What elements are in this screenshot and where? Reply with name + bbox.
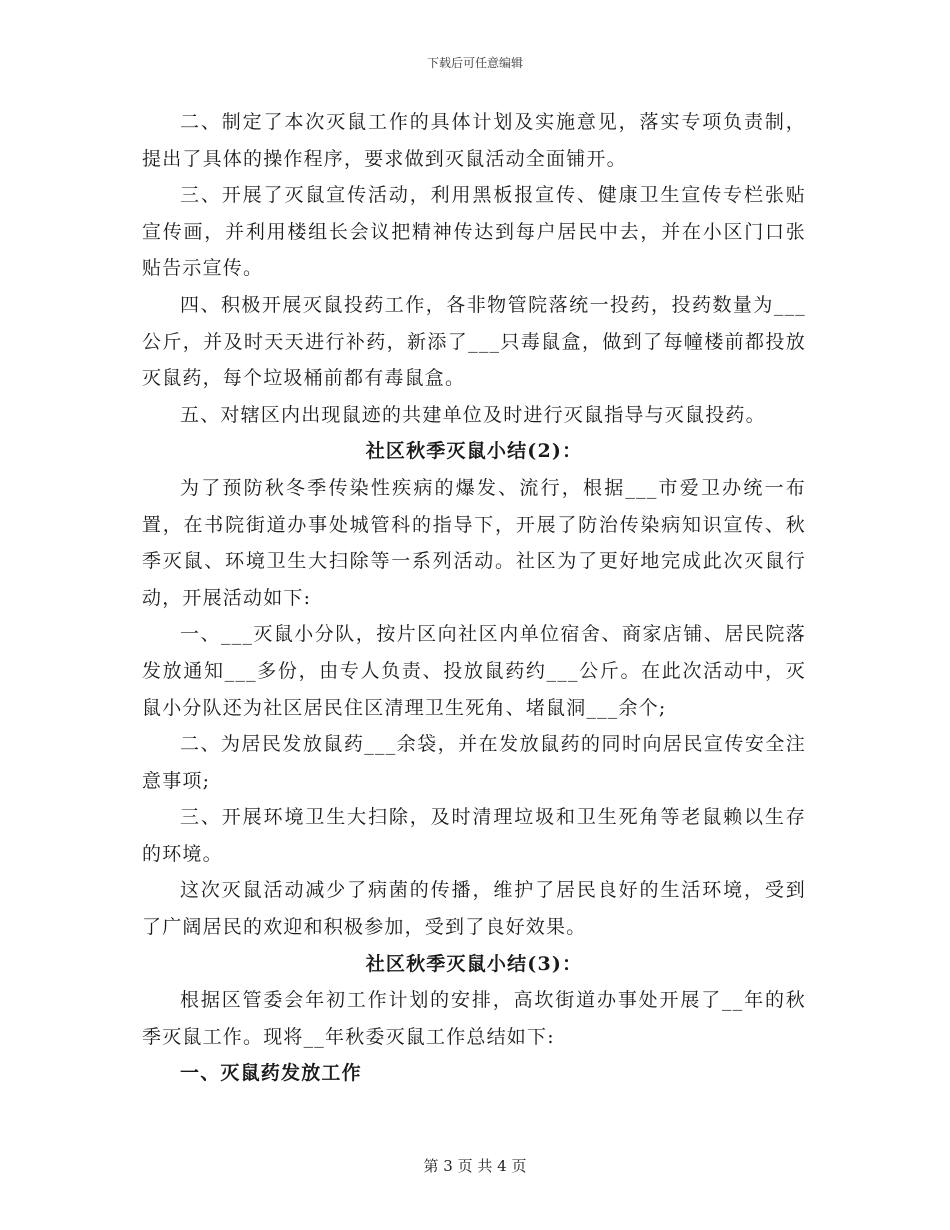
paragraph: 二、制定了本次灭鼠工作的具体计划及实施意见，落实专项负责制，提出了具体的操作程序，要求做到灭鼠活动全面铺开。 [142,111,806,170]
paragraph: 根据区管委会年初工作计划的安排，高坎街道办事处开展了__年的秋季灭鼠工作。现将__年秋委灭鼠工作总结如下: [142,989,806,1048]
paragraph: 一、___灭鼠小分队，按片区向社区内单位宿舍、商家店铺、居民院落发放通知___多份，由专人负责、投放鼠药约___公斤。在此次活动中，灭鼠小分队还为社区居民住区清理卫生死角、堵鼠洞___余个; [142,623,806,719]
paragraph: 四、积极开展灭鼠投药工作，各非物管院落统一投药，投药数量为___公斤，并及时天天进行补药，新添了___只毒鼠盒，做到了每幢楼前都投放灭鼠药，每个垃圾桶前都有毒鼠盒。 [142,293,806,390]
paragraph: 五、对辖区内出现鼠迹的共建单位及时进行灭鼠指导与灭鼠投药。 [180,403,766,426]
paragraph: 三、开展了灭鼠宣传活动，利用黑板报宣传、健康卫生宣传专栏张贴宣传画，并利用楼组长会议把精神传达到每户居民中去，并在小区门口张贴告示宣传。 [142,184,806,280]
paragraph: 为了预防秋冬季传染性疾病的爆发、流行，根据___市爱卫办统一布置，在书院街道办事处城管科的指导下，开展了防治传染病知识宣传、秋季灭鼠、环境卫生大扫除等一系列活动。社区为了更好地完成此次灭鼠行动，开展活动如下: [142,476,806,609]
document-body [142,104,806,1092]
subheading: 一、灭鼠药发放工作 [180,1062,362,1085]
page-footer: 第 3 页 共 4 页 [423,1157,527,1175]
section-title: 社区秋季灭鼠小结(2)： [365,440,583,463]
paragraph: 这次灭鼠活动减少了病菌的传播，维护了居民良好的生活环境，受到了广阔居民的欢迎和积极参加，受到了良好效果。 [142,879,806,939]
paragraph: 三、开展环境卫生大扫除，及时清理垃圾和卫生死角等老鼠赖以生存的环境。 [142,806,806,865]
page-header: 下载后可任意编辑 [426,56,523,70]
section-title: 社区秋季灭鼠小结(3)： [365,952,583,975]
paragraph: 二、为居民发放鼠药___余袋，并在发放鼠药的同时向居民宣传安全注意事项; [142,733,806,792]
